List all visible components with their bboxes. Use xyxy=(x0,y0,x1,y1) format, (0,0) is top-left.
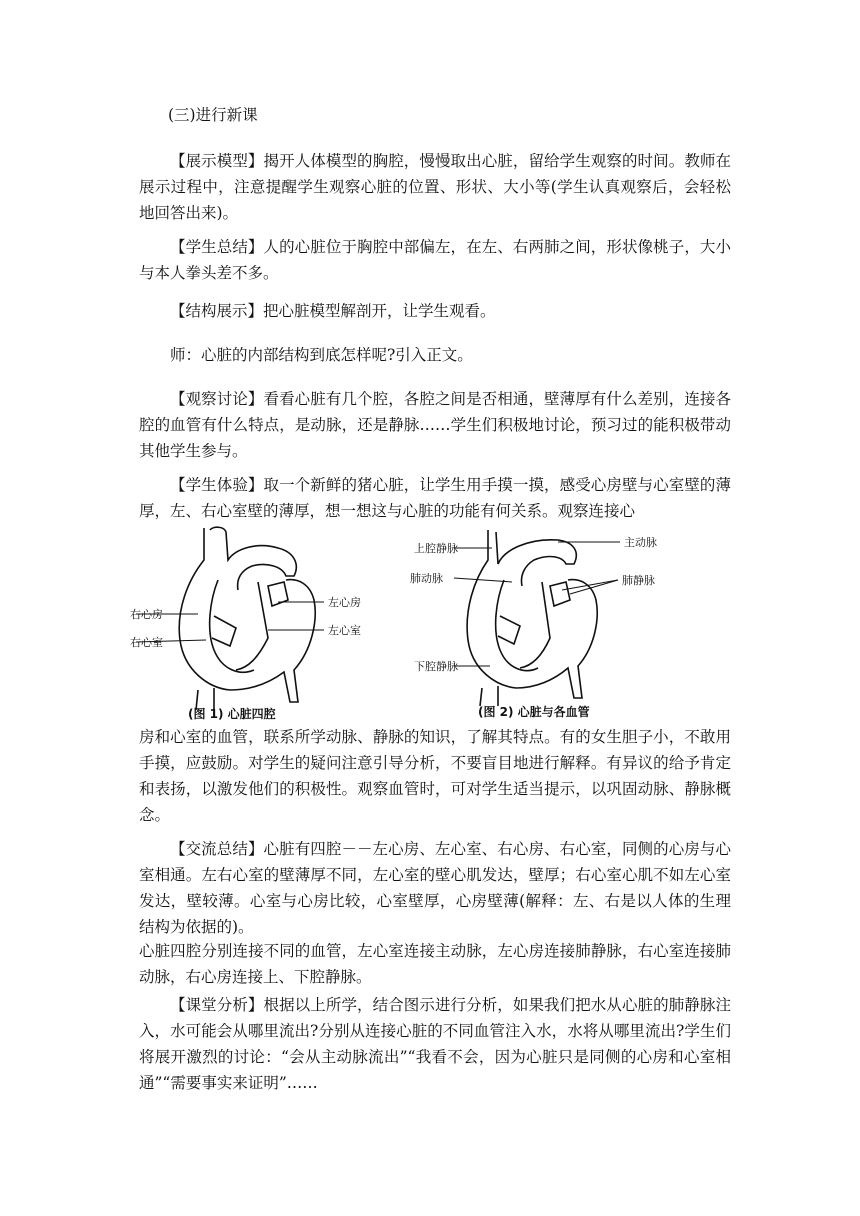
section-heading: (三)进行新课 xyxy=(168,106,258,124)
paragraph-structure-display: 【结构展示】把心脏模型解剖开，让学生观看。 xyxy=(170,302,496,320)
figure-1-caption: (图 1) 心脏四腔 xyxy=(188,707,276,720)
label-pulmonary-artery: 肺动脉 xyxy=(410,572,443,585)
paragraph-experience-continued: 房和心室的血管，联系所学动脉、静脉的知识，了解其特点。有的女生胆子小，不敢用手摸，应鼓励。对学生的疑问注意引导分析，不要盲目地进行解释。有异议的给予肯定和表扬，以激发他们的积极性。观察血管时，可对学生适当提示，以巩固动脉、静脉概念。 xyxy=(139,728,731,824)
paragraph-student-experience: 【学生体验】取一个新鲜的猪心脏，让学生用手摸一摸，感受心房壁与心室壁的薄厚，左、右心室壁的薄厚，想一想这与心脏的功能有何关系。观察连接心 xyxy=(139,476,731,520)
figure-1-heart-chambers xyxy=(136,527,324,710)
label-right-ventricle: 右心室 xyxy=(130,636,163,649)
heart-figures xyxy=(118,520,738,720)
heart-diagrams xyxy=(118,520,738,720)
paragraph-teacher-intro: 师：心脏的内部结构到底怎样呢?引入正文。 xyxy=(170,346,473,364)
label-aorta: 主动脉 xyxy=(624,536,657,549)
figure-2-caption: (图 2) 心脏与各血管 xyxy=(478,705,590,719)
paragraph-chambers-vessels: 心脏四腔分别连接不同的血管，左心室连接主动脉，左心房连接肺静脉，右心室连接肺动脉，右心房连接上、下腔静脉。 xyxy=(139,942,731,986)
label-pulmonary-vein: 肺静脉 xyxy=(622,574,655,587)
figure-2-heart-vessels xyxy=(454,530,620,706)
paragraph-student-summary: 【学生总结】人的心脏位于胸腔中部偏左，在左、右两肺之间，形状像桃子，大小与本人拳头差不多。 xyxy=(139,238,731,282)
paragraph-class-analysis: 【课堂分析】根据以上所学，结合图示进行分析，如果我们把水从心脏的肺静脉注入，水可能会从哪里流出?分别从连接心脏的不同血管注入水，水将从哪里流出?学生们将展开激烈的讨论：“会从主动脉流出”“我看不会，因为心脏只是同侧的心房和心室相通”“需要事实来证明”…… xyxy=(139,996,731,1092)
label-right-atrium: 右心房 xyxy=(130,608,163,621)
paragraph-observe-discuss: 【观察讨论】看看心脏有几个腔，各腔之间是否相通，壁薄厚有什么差别，连接各腔的血管有什么特点，是动脉，还是静脉……学生们积极地讨论，预习过的能积极带动其他学生参与。 xyxy=(139,390,731,460)
label-left-atrium: 左心房 xyxy=(328,596,361,609)
label-superior-vena-cava: 上腔静脉 xyxy=(414,542,458,555)
label-left-ventricle: 左心室 xyxy=(328,624,361,637)
paragraph-exchange-summary: 【交流总结】心脏有四腔－－左心房、左心室、右心房、右心室，同侧的心房与心室相通。左右心室的壁薄厚不同，左心室的壁心肌发达，壁厚；右心室心肌不如左心室发达，壁较薄。心室与心房比较，心室壁厚，心房壁薄(解释：左、右是以人体的生理结构为依据的)。 xyxy=(139,840,731,936)
paragraph-show-model: 【展示模型】揭开人体模型的胸腔，慢慢取出心脏，留给学生观察的时间。教师在展示过程中，注意提醒学生观察心脏的位置、形状、大小等(学生认真观察后，会轻松地回答出来)。 xyxy=(139,152,731,222)
label-inferior-vena-cava: 下腔静脉 xyxy=(414,660,458,673)
